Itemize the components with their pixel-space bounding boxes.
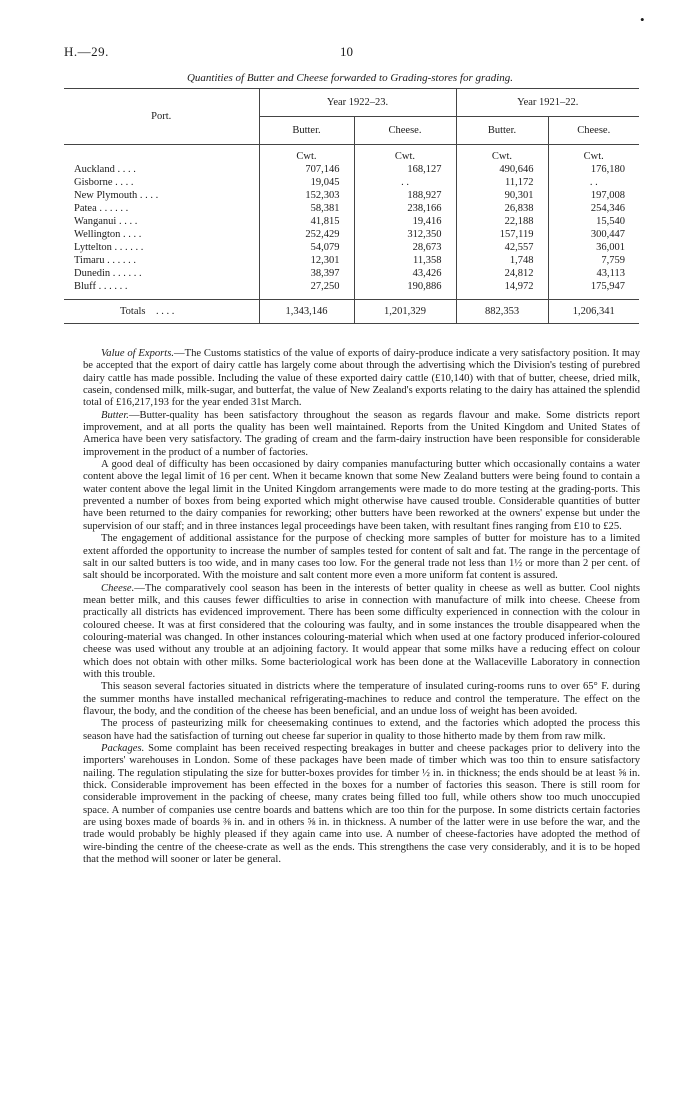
leader-dots: . . . . . . [107,254,137,266]
table-row [64,189,639,202]
leader-dots: . . . . [139,189,159,201]
port-name: Wellington [74,228,121,240]
butter-1922-value: 252,429 [259,228,354,241]
cheese-1922-value: 19,416 [354,215,456,228]
table-row [64,280,639,300]
port-name: Bluff [74,280,96,292]
table-caption: Quantities of Butter and Cheese forwarded to Grading-stores for grading. [186,72,514,84]
cheese-1921-value: 176,180 [590,163,625,175]
leader-dots: . . . . [156,305,175,317]
leader-dots: . . . . . . [112,267,142,279]
cheese-1921-value: 300,447 [590,228,625,240]
paragraph-packages [83,743,640,866]
cheese-1922-value: 190,886 [354,280,456,300]
cheese-1921-value: 7,759 [601,254,625,266]
cheese-1922-value: 238,166 [354,202,456,215]
paragraph-refrigeration: This season several factories situated in districts where the temperature of insulated curing-rooms runs to over 65° F. during the summer months have installed mechanical refrigerating-machines to reduce and control the temperature. The effect on the flavour, the body, and the condition of the cheese has been beneficial, and an undue loss of weight has been avoided. [83,681,640,717]
butter-1921-value: 24,812 [456,267,548,280]
cheese-1921-value: 175,947 [590,280,625,292]
table-row [64,176,639,189]
butter-1921-value: 14,972 [456,280,548,300]
port-name: Patea [74,202,97,214]
cheese-1921-value: 15,540 [596,215,625,227]
table-row [64,254,639,267]
unit-label: Cwt. [456,145,548,163]
butter-1922-value: 41,815 [259,215,354,228]
page-number: 10 [340,44,353,59]
leader-dots: . . . . [118,215,138,227]
butter-1922-value: 54,079 [259,241,354,254]
section-reference: H.—29. [64,44,109,59]
butter-1921-value: 11,172 [456,176,548,189]
heading-value-of-exports: Value of Exports. [101,348,175,359]
unit-label: Cwt. [354,145,456,163]
table-row [64,215,639,228]
table-row [64,228,639,241]
port-column-header: Port. [64,89,259,145]
butter-1922-total: 1,343,146 [259,299,354,323]
leader-dots: . . . . [115,176,134,188]
port-name: Wanganui [74,215,117,227]
totals-row [64,299,639,323]
cheese-1921-value: 36,001 [596,241,625,253]
butter-1922-value: 58,381 [259,202,354,215]
cheese-1922-total: 1,201,329 [354,299,456,323]
cheese-1922-value: 312,350 [354,228,456,241]
leader-dots: . . . . . . [114,241,144,253]
leader-dots: . . . . . . [98,280,128,292]
paragraph-pasteurizing: The process of pasteurizing milk for cheesemaking continues to extend, and the factories which adopted the process this season have had the satisfaction of turning out cheese far superior in quality to those hitherto made by them from raw milk. [83,718,640,742]
paragraph-value-of-exports [83,348,640,410]
butter-1921-value: 26,838 [456,202,548,215]
cheese-1921-value: 43,113 [596,267,625,279]
butter-1922-value: 707,146 [259,163,354,176]
cheese-header: Cheese. [354,117,456,145]
port-name: Auckland [74,163,115,175]
heading-cheese: Cheese. [101,582,135,594]
port-name: Lyttelton [74,241,112,253]
cheese-1922-value: . . [354,176,456,189]
totals-label: Totals [120,305,146,317]
butter-1921-value: 157,119 [456,228,548,241]
butter-1921-value: 1,748 [456,254,548,267]
paragraph-cheese [83,583,640,682]
unit-label: Cwt. [259,145,354,163]
table-row [64,267,639,280]
cheese-1922-value: 28,673 [354,241,456,254]
quantities-table [64,88,639,324]
paragraph-salt-fat: The engagement of additional assistance for the purpose of checking more samples of butter for moisture has to a limited extent afforded the opportunity to increase the number of samples tested for content of salt and fat. The range in the percentage of salt in our salted butters is too wide, and in many cases too low. For the general trade not less than 1½ or more than 2 per cent. of salt should be incorporated. With the moisture and salt content more even a more uniform fat content is assured. [83,533,640,582]
leader-dots: . . . . [123,228,142,240]
table-row [64,163,639,176]
leader-dots: . . . . [117,163,136,175]
year-1922-23-header: Year 1922–23. [259,89,456,117]
leader-dots: . . . . . . [99,202,129,214]
year-1921-22-header: Year 1921–22. [456,89,639,117]
cheese-1921-total: 1,206,341 [548,299,639,323]
port-name: Timaru [74,254,105,266]
paragraph-text: —The Customs statistics of the value of exports of dairy-produce indicate a very satisfactory position. It may be accepted that the export of dairy cattle has largely come about through the advertising which the Division's testing of purebred dairy cattle has made possible. Including the value of these exported dairy cattle (£10,140) with that of butter, cheese, dried milk, casein, condensed milk, milk-sugar, and butterfat, the value of New Zealand's exports relating to the dairy has attained the splendid total of £16,217,193 for the year ended 31st March. [83,348,640,409]
butter-header: Butter. [456,117,548,145]
butter-1921-value: 22,188 [456,215,548,228]
butter-1922-value: 27,250 [259,280,354,300]
port-name: Dunedin [74,267,111,279]
corner-mark: • [640,12,645,27]
port-name: Gisborne [74,176,113,188]
butter-1921-value: 42,557 [456,241,548,254]
butter-1922-value: 19,045 [259,176,354,189]
cheese-1921-value: 254,346 [590,202,625,214]
table-row [64,241,639,254]
cheese-1921-value: 197,008 [590,189,625,201]
heading-packages: Packages. [101,743,145,754]
paragraph-text: Some complaint has been received respecting breakages in butter and cheese packages prior to delivery into the importers' warehouses in London. Some of these packages have been made of timber which was too thin to ensure satisfactory nailing. The regulation stipulating the size for butter-boxes provides for timber ½ in. in thickness; the ends should be at least ⅝ in. thick. Considerable improvement has been effected in the boxes for a number of factories this season. There is still room for considerable improvement in the packing of cheese, many crates being filled too full, while others show too much unoccupied space. A number of companies use centre boards and battens which are too thin for the purpose. In some districts certain factories are using boxes made of boards ⅜ in. and in others ⅝ in. in thickness. A number of the latter were in use before the war, and the trade would probably be highly pleased if they again came into use. A number of cheese-factories have adopted the method of wire-binding the centre of the cheese-crate as well as the ends. This strengthens the case very considerably, and it is to be hoped that the method will sooner or later be general. [83,743,640,866]
paragraph-text: —The comparatively cool season has been in the interests of better quality in cheese as well as butter. Cool nights mean better milk, and this causes fewer difficulties to arise in connection with manufacture of milk into cheese. Cheese from practically all districts has evidenced improvement. There has been some difficulty experienced in connection with the colour in coloured cheese. It was at first considered that the colouring was faulty, and in some instances the trouble disappeared when the colouring-material was changed. In other instances colouring-material which when used at one factory produced inferior-coloured cheese was used without any trouble at an adjoining factory. It would appear that some milks have a reducing effect on colour which does not obtain with other milks. Some bacteriological work has been done at the Wallaceville Laboratory in connection with this trouble. [83,582,640,680]
cheese-1921-value: . . [589,176,598,188]
butter-1921-value: 90,301 [456,189,548,202]
butter-1921-value: 490,646 [456,163,548,176]
butter-1922-value: 12,301 [259,254,354,267]
butter-1921-total: 882,353 [456,299,548,323]
butter-1922-value: 38,397 [259,267,354,280]
cheese-1922-value: 43,426 [354,267,456,280]
paragraph-water-content: A good deal of difficulty has been occasioned by dairy companies manufacturing butter which occasionally contains a water content above the legal limit of 16 per cent. When it became known that some New Zealand butters were being found to contain a water content above the legal limit in the United Kingdom arrangements were made to do more testing at the grading-ports. This prevented a number of boxes from being exported which might otherwise have caused trouble. Considerable quantities of butter have been returned to the dairy companies for reworking; other butters have been reworked at the owners' expense but under the supervision of our staff; and in three instances legal proceedings have been taken, with resultant fines ranging from £10 to £25. [83,459,640,532]
cheese-1922-value: 188,927 [354,189,456,202]
butter-1922-value: 152,303 [259,189,354,202]
unit-label: Cwt. [583,150,604,162]
cheese-1922-value: 168,127 [354,163,456,176]
report-body [83,348,640,866]
table-row [64,202,639,215]
paragraph-butter [83,410,640,459]
paragraph-text: —Butter-quality has been satisfactory throughout the season as regards flavour and make. Some districts report improvement, and at all ports the quality has been well maintained. Reports from the United Kingdom and United States of America have been very satisfactory. The grading of cream and the farm-dairy instruction have been responsible for considerable improvement in the product of a number of factories. [83,409,640,458]
heading-butter: Butter. [101,409,129,421]
port-name: New Plymouth [74,189,138,201]
cheese-header: Cheese. [548,117,639,145]
cheese-1922-value: 11,358 [354,254,456,267]
butter-header: Butter. [259,117,354,145]
